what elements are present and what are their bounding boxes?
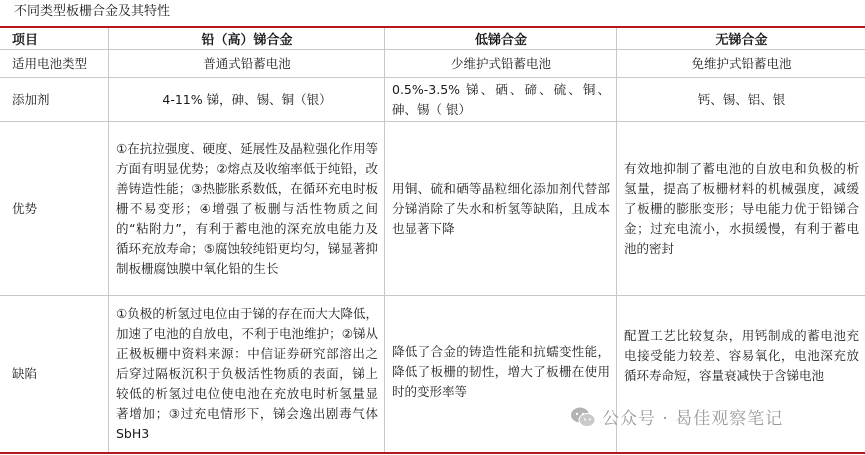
table-header [0,28,865,50]
table-row [0,78,865,122]
table-cell: 4-11% 锑，砷、锡、铜（银） [162,91,332,107]
row-label: 缺陷 [12,366,38,381]
header-item: 项目 [12,33,39,48]
table-cell: 配置工艺比较复杂，用钙制成的蓄电池充电接受能力较差、容易氧化，电池深充放循环寿命短，容量衰减快于含锑电池 [624,328,859,383]
table-cell: 免维护式铅蓄电池 [691,55,792,71]
table-cell: 钙、锡、铝、银 [697,91,786,107]
table-cell: 降低了合金的铸造性能和抗蠕变性能，降低了板栅的韧性，增大了板栅在使用时的变形率等 [392,344,610,399]
column-divider [108,28,109,452]
table-cell: 少维护式铅蓄电池 [450,55,551,71]
table-cell: ①负极的析氢过电位由于锑的存在而大大降低，加速了电池的自放电，不利于电池维护；②锑从正极板栅中资料来源：中信证券研究部溶出之后穿过隔板沉积于负极活性物质的表面，锑上较低的析氢过电位使电池在充放电时析氢量显著增加；③过充电情形下，锑会逸出剧毒气体 SbH3 [116,306,378,441]
row-label: 添加剂 [12,91,50,107]
watermark [570,404,783,429]
bottom-rule [0,452,865,454]
watermark-text: 公众号 · 曷佳观察笔记 [602,409,784,429]
header-low-antimony: 低锑合金 [474,33,527,48]
table-row [0,122,865,296]
column-divider [384,28,385,452]
table-row [0,50,865,78]
header-antimony-free: 无锑合金 [715,33,768,48]
row-label: 适用电池类型 [12,55,88,71]
column-divider [616,28,617,452]
wechat-icon [570,406,596,428]
table-cell: 0.5%-3.5% 锑、硒、碲、硫、铜、砷、锡（ 银） [392,81,610,117]
table-cell: ①在抗拉强度、硬度、延展性及晶粒强化作用等方面有明显优势；②熔点及收缩率低于纯铅，改善铸造性能；③热膨胀系数低，在循环充电时板栅不易变形；④增强了板删与活性物质之间的“粘附力”，有利于蓄电池的深充放电能力及循环充放寿命；⑤腐蚀较纯铅更均匀，锑显著抑制板栅腐蚀膜中氧化铅的生长 [116,140,378,276]
table-cell: 有效地抑制了蓄电池的自放电和负极的析氢量，提高了板栅材料的机械强度，减缓了板栅的膨胀变形；导电能力优于铅锑合金；过充电流小，水损缓慢，有利于蓄电池的密封 [624,160,859,256]
header-high-antimony: 铅（高）锑合金 [201,33,293,48]
table-cell: 用铜、硫和硒等晶粒细化添加剂代替部分锑消除了失水和析氢等缺陷，且成本也显著下降 [392,180,610,236]
table-cell: 普通式铅蓄电池 [203,55,291,71]
table-caption: 不同类型板栅合金及其特性 [14,4,171,19]
row-label: 优势 [12,200,38,216]
